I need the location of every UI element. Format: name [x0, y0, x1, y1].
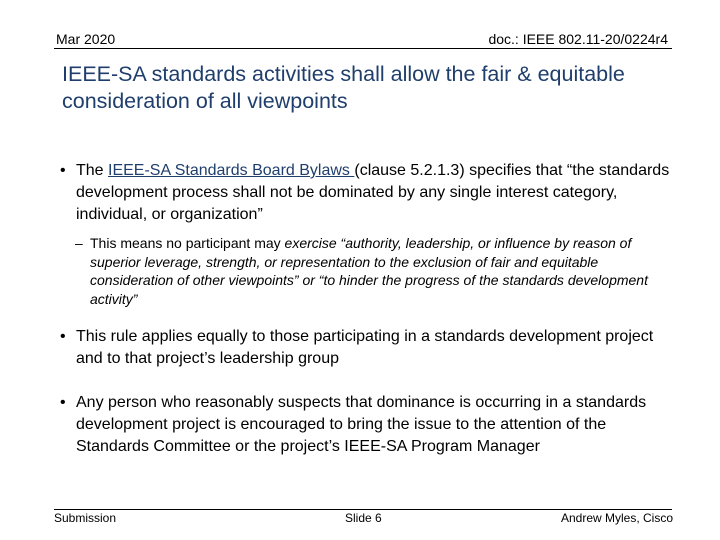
footer-submission: Submission [54, 511, 117, 525]
bylaws-link[interactable]: IEEE-SA Standards Board Bylaws [108, 162, 355, 179]
bullet-marker: • [60, 162, 66, 179]
sub-text-quote: exercise “authority, leadership, or influence by reason of superior leverage, strength, or representation to the exclusion of fair and equitable consideration of other viewpoints” or “to hinder the progress of the standards development activity” [90, 235, 648, 307]
header-doc-id: doc.: IEEE 802.11-20/0224r4 [488, 31, 668, 47]
header-divider [54, 48, 672, 49]
sub-text-pre: This means no participant may [90, 235, 285, 251]
bullet-rule-applies [60, 326, 670, 370]
header-date: Mar 2020 [56, 31, 116, 47]
slide-title: IEEE-SA standards activities shall allow the fair & equitable consideration of all viewpoints [62, 62, 625, 113]
slide-body [60, 160, 670, 458]
bullet-marker: • [60, 394, 66, 411]
bullet-text: Any person who reasonably suspects that dominance is occurring in a standards development project is encouraged to bring the issue to the attention of the Standards Committee or the project’s IEEE-SA Program Manager [76, 394, 647, 455]
dash-marker: – [75, 235, 83, 251]
bullet-marker: • [60, 328, 66, 345]
bullet-text-pre: The [76, 162, 109, 179]
bullet-dominance-report [60, 392, 670, 458]
sub-bullet-participant [60, 234, 670, 308]
footer-divider [54, 509, 672, 510]
bullet-bylaws [60, 160, 670, 226]
bullet-text: This rule applies equally to those participating in a standards development project and to that project’s leadership group [76, 328, 654, 367]
footer-slide-number: Slide 6 [345, 511, 382, 525]
footer-author: Andrew Myles, Cisco [560, 511, 673, 525]
bullet-text-post: (clause 5.2.1.3) specifies that “the standards development process shall not be dominated by any single interest category, individual, or organization” [76, 162, 670, 223]
